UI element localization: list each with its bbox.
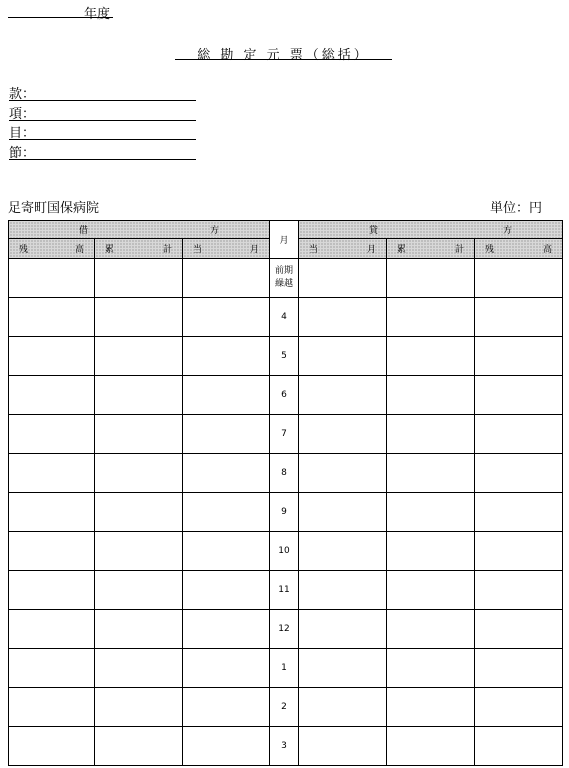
table-row	[9, 415, 563, 454]
cell-credit-cumulative[interactable]	[387, 493, 475, 532]
cell-credit-balance[interactable]	[475, 649, 563, 688]
col-label-a: 累	[105, 245, 115, 255]
month-cell: 4	[270, 298, 299, 337]
col-debit-balance	[9, 239, 95, 259]
cell-credit-balance[interactable]	[475, 493, 563, 532]
cell-debit-balance[interactable]	[9, 649, 95, 688]
cell-credit-balance[interactable]	[475, 727, 563, 766]
cell-credit-cumulative[interactable]	[387, 259, 475, 298]
cell-debit-month[interactable]	[183, 376, 270, 415]
cell-credit-cumulative[interactable]	[387, 610, 475, 649]
month-cell: 10	[270, 532, 299, 571]
field-setsu[interactable]	[9, 142, 196, 160]
cell-credit-balance[interactable]	[475, 376, 563, 415]
cell-credit-cumulative[interactable]	[387, 454, 475, 493]
cell-debit-cumulative[interactable]	[95, 376, 183, 415]
cell-credit-month[interactable]	[299, 259, 387, 298]
cell-credit-month[interactable]	[299, 454, 387, 493]
unit-label: 単位：円	[490, 201, 543, 216]
cell-credit-cumulative[interactable]	[387, 688, 475, 727]
carryover-line2: 繰越	[274, 279, 293, 289]
cell-debit-month[interactable]	[183, 259, 270, 298]
field-moku-label: 目：	[9, 126, 36, 141]
col-label-a: 残	[485, 245, 495, 255]
ledger-table	[8, 220, 563, 766]
cell-credit-month[interactable]	[299, 571, 387, 610]
table-row	[9, 688, 563, 727]
cell-debit-balance[interactable]	[9, 493, 95, 532]
field-kou[interactable]	[9, 103, 196, 121]
table-row	[9, 493, 563, 532]
cell-debit-balance[interactable]	[9, 532, 95, 571]
cell-debit-month[interactable]	[183, 493, 270, 532]
col-label-b: 月	[366, 245, 376, 255]
cell-credit-balance[interactable]	[475, 337, 563, 376]
col-credit-cumulative	[387, 239, 475, 259]
field-kan-label: 款：	[9, 87, 36, 102]
month-cell: 1	[270, 649, 299, 688]
organization-name: 足寄町国保病院	[8, 201, 100, 216]
month-cell: 3	[270, 727, 299, 766]
cell-credit-balance[interactable]	[475, 532, 563, 571]
cell-debit-balance[interactable]	[9, 298, 95, 337]
col-label-a: 当	[309, 245, 319, 255]
cell-debit-cumulative[interactable]	[95, 298, 183, 337]
table-row	[9, 532, 563, 571]
field-kou-label: 項：	[9, 107, 36, 122]
table-row	[9, 610, 563, 649]
table-row	[9, 376, 563, 415]
carryover-line1: 前期	[274, 266, 293, 276]
cell-credit-month[interactable]	[299, 649, 387, 688]
cell-debit-cumulative[interactable]	[95, 688, 183, 727]
cell-credit-cumulative[interactable]	[387, 298, 475, 337]
table-row	[9, 298, 563, 337]
field-moku[interactable]	[9, 122, 196, 140]
cell-credit-month[interactable]	[299, 727, 387, 766]
col-label-b: 高	[542, 245, 552, 255]
cell-debit-cumulative[interactable]	[95, 610, 183, 649]
cell-debit-balance[interactable]	[9, 688, 95, 727]
month-header: 月	[270, 221, 299, 259]
cell-debit-month[interactable]	[183, 532, 270, 571]
month-cell: 6	[270, 376, 299, 415]
table-row	[9, 454, 563, 493]
cell-credit-balance[interactable]	[475, 298, 563, 337]
cell-credit-balance[interactable]	[475, 688, 563, 727]
cell-debit-cumulative[interactable]	[95, 259, 183, 298]
cell-debit-balance[interactable]	[9, 259, 95, 298]
cell-debit-cumulative[interactable]	[95, 415, 183, 454]
cell-debit-month[interactable]	[183, 688, 270, 727]
cell-credit-balance[interactable]	[475, 571, 563, 610]
cell-credit-balance[interactable]	[475, 610, 563, 649]
cell-debit-balance[interactable]	[9, 454, 95, 493]
cell-debit-month[interactable]	[183, 727, 270, 766]
year-label: 年度	[84, 7, 111, 22]
debit-left: 借	[79, 226, 89, 236]
col-label-a: 累	[397, 245, 407, 255]
cell-debit-balance[interactable]	[9, 727, 95, 766]
cell-credit-balance[interactable]	[475, 415, 563, 454]
cell-credit-cumulative[interactable]	[387, 376, 475, 415]
table-row	[9, 727, 563, 766]
cell-credit-month[interactable]	[299, 493, 387, 532]
cell-debit-balance[interactable]	[9, 337, 95, 376]
credit-header	[299, 221, 563, 239]
cell-credit-balance[interactable]	[475, 454, 563, 493]
cell-credit-month[interactable]	[299, 337, 387, 376]
table-row	[9, 259, 563, 298]
cell-debit-month[interactable]	[183, 415, 270, 454]
col-label-b: 計	[454, 245, 464, 255]
cell-debit-cumulative[interactable]	[95, 532, 183, 571]
field-kan[interactable]	[9, 83, 196, 101]
cell-debit-cumulative[interactable]	[95, 571, 183, 610]
month-cell: 9	[270, 493, 299, 532]
title-underline	[175, 59, 392, 60]
cell-credit-month[interactable]	[299, 610, 387, 649]
cell-credit-cumulative[interactable]	[387, 571, 475, 610]
cell-debit-month[interactable]	[183, 337, 270, 376]
month-cell-carryover	[270, 259, 299, 298]
col-label-b: 月	[249, 245, 259, 255]
debit-header	[9, 221, 270, 239]
cell-debit-balance[interactable]	[9, 610, 95, 649]
month-cell: 12	[270, 610, 299, 649]
cell-debit-balance[interactable]	[9, 376, 95, 415]
cell-credit-cumulative[interactable]	[387, 415, 475, 454]
credit-right: 方	[502, 226, 512, 236]
cell-debit-cumulative[interactable]	[95, 727, 183, 766]
cell-credit-cumulative[interactable]	[387, 337, 475, 376]
table-row	[9, 337, 563, 376]
cell-debit-month[interactable]	[183, 571, 270, 610]
cell-debit-cumulative[interactable]	[95, 649, 183, 688]
cell-credit-month[interactable]	[299, 415, 387, 454]
cell-credit-balance[interactable]	[475, 259, 563, 298]
col-label-b: 高	[74, 245, 84, 255]
cell-debit-month[interactable]	[183, 610, 270, 649]
col-credit-month	[299, 239, 387, 259]
debit-right: 方	[209, 226, 219, 236]
page-title: 総 勘 定 元 票（総括）	[197, 48, 370, 63]
col-debit-month	[183, 239, 270, 259]
cell-debit-balance[interactable]	[9, 571, 95, 610]
cell-credit-month[interactable]	[299, 376, 387, 415]
cell-debit-balance[interactable]	[9, 415, 95, 454]
cell-credit-month[interactable]	[299, 688, 387, 727]
month-cell: 11	[270, 571, 299, 610]
credit-left: 貸	[369, 226, 379, 236]
month-cell: 5	[270, 337, 299, 376]
month-cell: 8	[270, 454, 299, 493]
col-credit-balance	[475, 239, 563, 259]
cell-debit-cumulative[interactable]	[95, 337, 183, 376]
table-row	[9, 571, 563, 610]
cell-credit-cumulative[interactable]	[387, 532, 475, 571]
field-setsu-label: 節：	[9, 146, 36, 161]
col-label-b: 計	[162, 245, 172, 255]
cell-debit-month[interactable]	[183, 649, 270, 688]
cell-debit-month[interactable]	[183, 298, 270, 337]
cell-credit-month[interactable]	[299, 532, 387, 571]
cell-credit-cumulative[interactable]	[387, 727, 475, 766]
table-row	[9, 649, 563, 688]
cell-debit-cumulative[interactable]	[95, 454, 183, 493]
month-cell: 2	[270, 688, 299, 727]
cell-credit-cumulative[interactable]	[387, 649, 475, 688]
month-cell: 7	[270, 415, 299, 454]
col-debit-cumulative	[95, 239, 183, 259]
col-label-a: 当	[193, 245, 203, 255]
col-label-a: 残	[19, 245, 29, 255]
cell-credit-month[interactable]	[299, 298, 387, 337]
cell-debit-cumulative[interactable]	[95, 493, 183, 532]
cell-debit-month[interactable]	[183, 454, 270, 493]
